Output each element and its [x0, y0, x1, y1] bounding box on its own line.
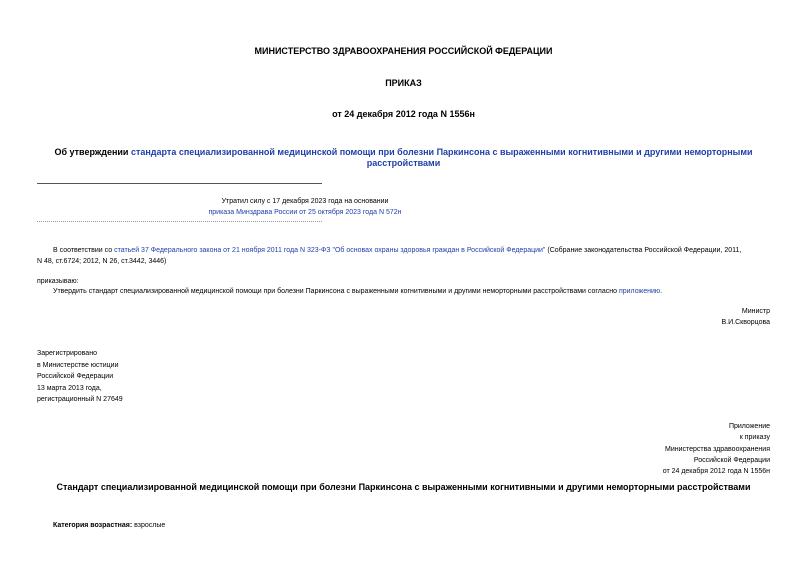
- title-separator: [37, 183, 322, 184]
- repeal-separator: [37, 221, 322, 222]
- appendix-block: [663, 421, 770, 477]
- age-category-label: Категория возрастная:: [53, 522, 133, 529]
- order-verb: приказываю:: [37, 278, 79, 285]
- signature-position: Министр: [741, 308, 770, 315]
- registration-line: в Министерстве юстиции: [37, 361, 119, 369]
- appendix-line: от 24 декабря 2012 года N 1556н: [662, 468, 770, 476]
- approve-paragraph: [53, 288, 662, 295]
- appendix-line: Министерства здравоохранения: [665, 445, 770, 453]
- basis-suffix: (Собрание законодательства Российской Федерации, 2011,: [545, 247, 742, 254]
- appendix-line: Российской Федерации: [693, 456, 770, 464]
- title-prefix: Об утверждении: [54, 147, 131, 157]
- basis-line2: N 48, ст.6724; 2012, N 26, ст.3442, 3446): [37, 258, 167, 265]
- repeal-link-wrap: [37, 209, 573, 216]
- order-date-number: от 24 декабря 2012 года N 1556н: [332, 109, 475, 119]
- appendix-link[interactable]: приложению: [618, 288, 661, 295]
- basis-paragraph: [37, 245, 772, 267]
- registration-line: регистрационный N 27649: [37, 396, 123, 403]
- registration-block: [37, 348, 123, 406]
- age-category: [53, 522, 165, 529]
- document-title: [0, 147, 807, 169]
- registration-line: 13 марта 2013 года,: [37, 384, 102, 392]
- order-heading: ПРИКАЗ: [385, 78, 422, 88]
- federal-law-link[interactable]: статьей 37 Федерального закона от 21 ноября 2011 года N 323-ФЗ "Об основах охраны здоровья граждан в Российской Федерации": [114, 247, 546, 254]
- standard-link[interactable]: стандарта специализированной медицинской помощи при болезни Паркинсона с выраженными когнитивными и другими неморторными: [130, 147, 753, 157]
- appendix-line: Приложение: [728, 423, 770, 430]
- age-category-value: взрослые: [132, 522, 166, 529]
- registration-line: Зарегистрировано: [37, 350, 97, 357]
- repeal-text: Утратил силу с 17 декабря 2023 года на основании: [221, 198, 389, 205]
- approve-text: Утвердить стандарт специализированной медицинской помощи при болезни Паркинсона с выраженными когнитивными и другими неморторными расстройствами согласно: [53, 288, 619, 295]
- approve-end: .: [660, 288, 663, 295]
- registration-line: Российской Федерации: [37, 373, 114, 380]
- basis-prefix: В соответствии со: [53, 247, 115, 254]
- standard-title: Стандарт специализированной медицинской помощи при болезни Паркинсона с выраженными когнитивными и другими неморторными расстройствами: [56, 482, 751, 492]
- appendix-line: к приказу: [739, 434, 770, 442]
- standard-link-continued[interactable]: расстройствами: [366, 158, 441, 168]
- ministry-heading: МИНИСТЕРСТВО ЗДРАВООХРАНЕНИЯ РОССИЙСКОЙ ФЕДЕРАЦИИ: [254, 46, 553, 56]
- signature-name: В.И.Скворцова: [721, 319, 770, 326]
- repeal-order-link[interactable]: приказа Минздрава России от 25 октября 2023 года N 572н: [208, 209, 402, 216]
